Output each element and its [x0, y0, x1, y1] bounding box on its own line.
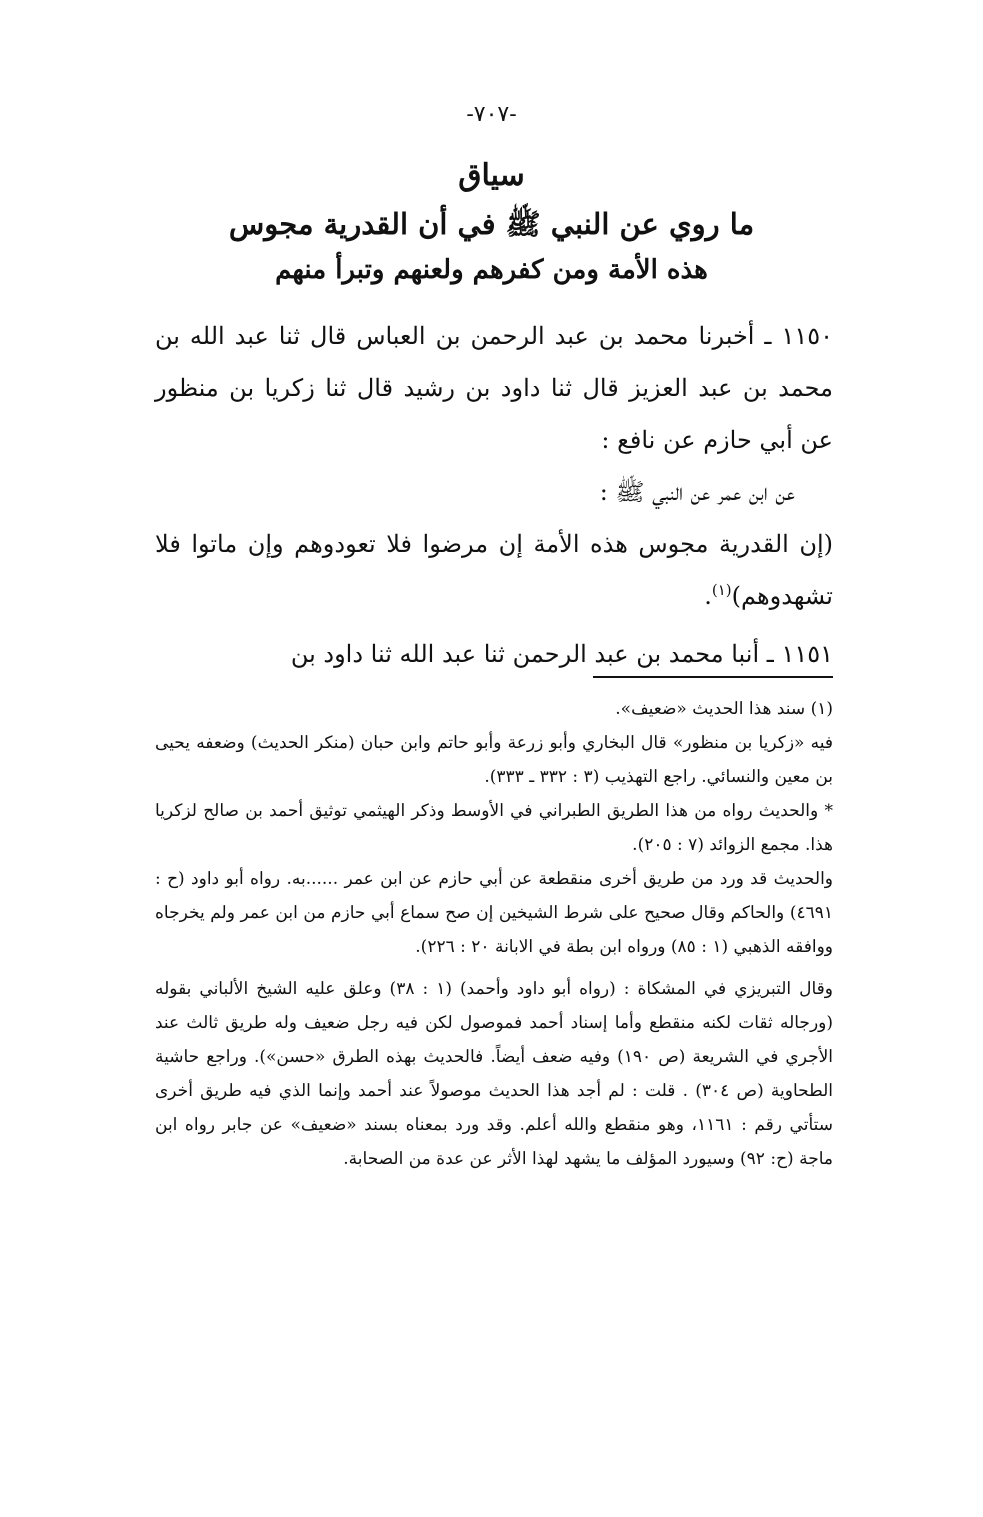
footnote-divider: [593, 676, 833, 678]
heading-line-3: هذه الأمة ومن كفرهم ولعنهم وتبرأ منهم: [275, 255, 708, 285]
footnote-para-3: والحديث قد ورد من طريق أخرى منقطعة عن أبي حازم عن ابن عمر ......به. رواه أبو داود (ح : ٤٦٩١) والحاكم وقال صحيح على شرط الشيخين إن صح سماع أبي حازم من ابن عمر ولم يخرجاه ووافقه الذهبي (١ : ٨٥) ورواه ابن بطة في الابانة ٢٠ : ٢٢٦).: [155, 869, 833, 957]
footnote-ref: (١): [711, 581, 732, 599]
footnote-para-4: وقال التبريزي في المشكاة : (رواه أبو داود وأحمد) (١ : ٣٨) وعلق عليه الشيخ الألباني بقوله (ورجاله ثقات لكنه منقطع وأما إسناد أحمد فموصول لكن فيه رجل ضعيف وله طريق ثالث عند الأجري في الشريعة (ص ١٩٠) وفيه ضعف أيضاً. فالحديث بهذه الطرق «حسن»). وراجع حاشية الطحاوية (ص ٣٠٤) . قلت : لم أجد هذا الحديث موصولاً عند أحمد وإنما الذي فيه طريق أخرى ستأتي رقم : ١١٦١، وهو منقطع والله أعلم. وقد ورد بمعناه بسند «ضعيف» عن جابر رواه ابن ماجة (ح: ٩٢) وسيورد المؤلف ما يشهد لهذا الأثر عن عدة من الصحابة.: [155, 979, 833, 1169]
footnote-para-1: فيه «زكريا بن منظور» قال البخاري وأبو زرعة وأبو حاتم وابن حبان (منكر الحديث) وضعفه يحيى بن معين والنسائي. راجع التهذيب (٣ : ٣٣٢ ـ ٣٣٣).: [155, 733, 833, 787]
footnote-1-head: (١) سند هذا الحديث «ضعيف».: [615, 699, 833, 719]
footnote-para-2: * والحديث رواه من هذا الطريق الطبراني في الأوسط وذكر الهيثمي توثيق أحمد بن صالح لزكريا هذا. مجمع الزوائد (٧ : ٢٠٥).: [155, 801, 833, 855]
hadith-1150-narrator: عن ابن عمر عن النبي ﷺ :: [599, 478, 795, 506]
hadith-1150-isnad: ١١٥٠ ـ أخبرنا محمد بن عبد الرحمن بن العباس قال ثنا عبد الله بن محمد بن عبد العزيز قال ثنا داود بن رشيد قال ثنا زكريا بن منظور عن أبي حازم عن نافع :: [155, 322, 833, 454]
hadith-1151-isnad: ١١٥١ ـ أنبا محمد بن عبد الرحمن ثنا عبد الله ثنا داود بن: [290, 640, 833, 668]
footnotes: [155, 692, 833, 1176]
main-text: [155, 310, 833, 680]
page-number: -٧٠٧-: [466, 102, 517, 127]
hadith-1150-text: [155, 518, 833, 622]
heading-line-1: سياق: [458, 158, 525, 193]
chapter-heading: [150, 152, 833, 292]
hadith-quote: (إن القدرية مجوس هذه الأمة إن مرضوا فلا تعودوهم وإن ماتوا فلا تشهدوهم): [155, 530, 833, 610]
heading-line-2: ما روي عن النبي ﷺ في أن القدرية مجوس: [228, 207, 755, 241]
quote-end: .: [704, 582, 712, 610]
